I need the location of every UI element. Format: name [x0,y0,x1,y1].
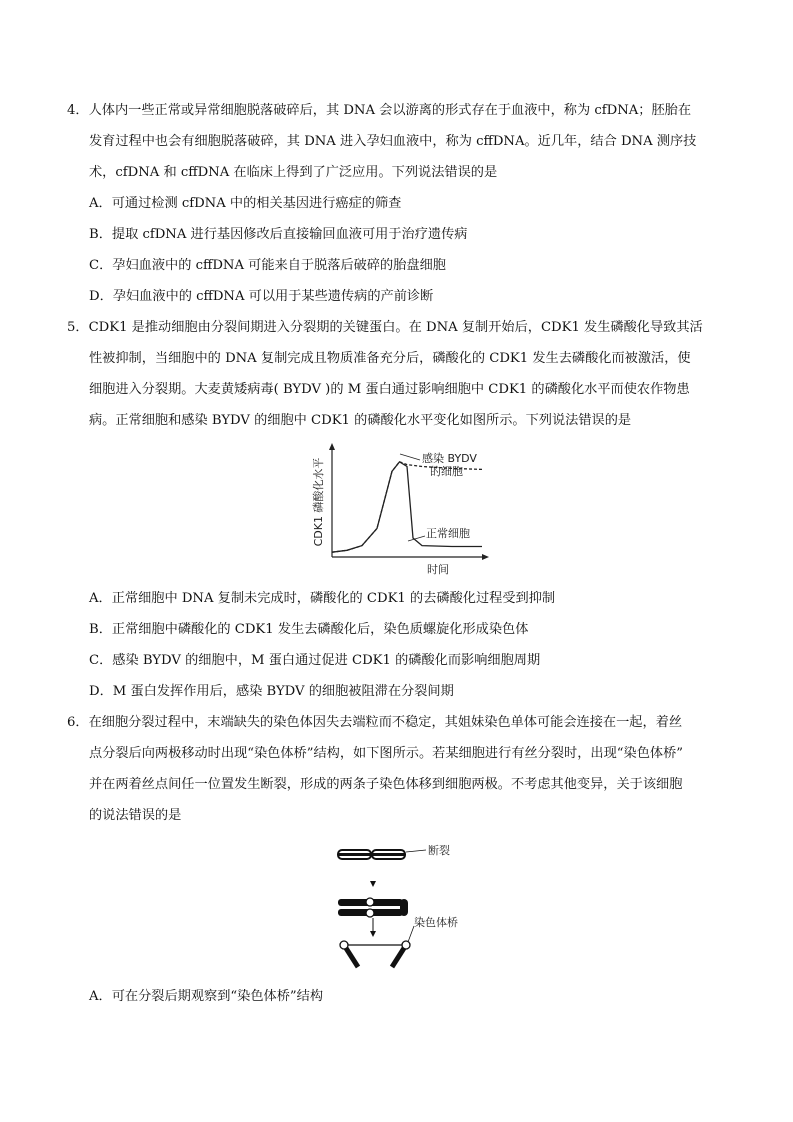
q6-stem-line-4: 的说法错误的是 [89,808,182,823]
q4-option-c: C．孕妇血液中的 cffDNA 可能来自于脱落后破碎的胎盘细胞 [89,258,446,273]
q6-stem-line-1: 6．在细胞分裂过程中，末端缺失的染色体因失去端粒而不稳定，其姐妹染色单体可能会连接在一起，着丝 [67,715,683,730]
chart-y-axis-label: CDK1 磷酸化水平 [312,457,325,547]
q5-option-a: A．正常细胞中 DNA 复制未完成时，磷酸化的 CDK1 的去磷酸化过程受到抑制 [89,591,556,606]
q4-option-a: A．可通过检测 cfDNA 中的相关基因进行癌症的筛查 [89,196,402,211]
arrow-down-icon [370,881,376,887]
arrow-down-icon [370,931,376,937]
q4-option-b: B．提取 cfDNA 进行基因修改后直接输回血液可用于治疗遗传病 [89,227,468,242]
series-label-infected-line2: 的细胞 [430,465,463,478]
q5-stem-line-2: 性被抑制，当细胞中的 DNA 复制完成且物质准备充分后，磷酸化的 CDK1 发生去磷酸化而被激活，使 [89,351,691,366]
q4-stem-line-3: 术，cfDNA 和 cffDNA 在临床上得到了广泛应用。下列说法错误的是 [89,165,498,180]
q5-option-b: B．正常细胞中磷酸化的 CDK1 发生去磷酸化后，染色质螺旋化形成染色体 [89,622,529,637]
q4-option-d: D．孕妇血液中的 cffDNA 可以用于某些遗传病的产前诊断 [89,289,434,304]
q5-stem-line-3: 细胞进入分裂期。大麦黄矮病毒( BYDV )的 M 蛋白通过影响细胞中 CDK1 的磷酸化水平而使农作物患 [89,382,690,397]
sister-chromatids-fused [338,898,408,917]
q5-stem-line-1: 5．CDK1 是推动细胞由分裂间期进入分裂期的关键蛋白。在 DNA 复制开始后，CDK1 发生磷酸化导致其活 [67,320,703,335]
chart-x-axis-label: 时间 [427,563,449,576]
q5-option-d: D．M 蛋白发挥作用后，感染 BYDV 的细胞被阻滞在分裂间期 [89,684,454,699]
q4-stem-line-1: 4．人体内一些正常或异常细胞脱落破碎后，其 DNA 会以游离的形式存在于血液中，称为 cfDNA；胚胎在 [67,103,692,118]
q6-stem-line-2: 点分裂后向两极移动时出现“染色体桥”结构，如下图所示。若某细胞进行有丝分裂时，出现“染色体桥” [89,746,684,761]
q5-stem-line-4: 病。正常细胞和感染 BYDV 的细胞中 CDK1 的磷酸化水平变化如图所示。下列说法错误的是 [89,413,632,428]
chromosome-bridge [340,926,414,967]
telomere-break-label: 断裂 [428,844,450,857]
chromosome-bridge-label: 染色体桥 [414,916,458,929]
q6-stem-line-3: 并在两着丝点间任一位置发生断裂，形成的两条子染色体移到细胞两极。不考虑其他变异，关于该细胞 [89,777,683,792]
q5-option-c: C．感染 BYDV 的细胞中，M 蛋白通过促进 CDK1 的磷酸化而影响细胞周期 [89,653,541,668]
chromosome-bridge-diagram [330,842,480,972]
chromosome-before-replication [338,850,426,859]
infected-label-leader [400,454,420,460]
series-label-normal: 正常细胞 [426,527,470,540]
q4-stem-line-2: 发育过程中也会有细胞脱落破碎，其 DNA 进入孕妇血液中，称为 cffDNA。近几年，结合 DNA 测序技 [89,134,697,149]
q6-option-a: A．可在分裂后期观察到“染色体桥”结构 [89,989,324,1004]
series-label-infected-line1: 感染 BYDV [422,452,477,465]
cdk1-phosphorylation-chart [308,440,493,580]
